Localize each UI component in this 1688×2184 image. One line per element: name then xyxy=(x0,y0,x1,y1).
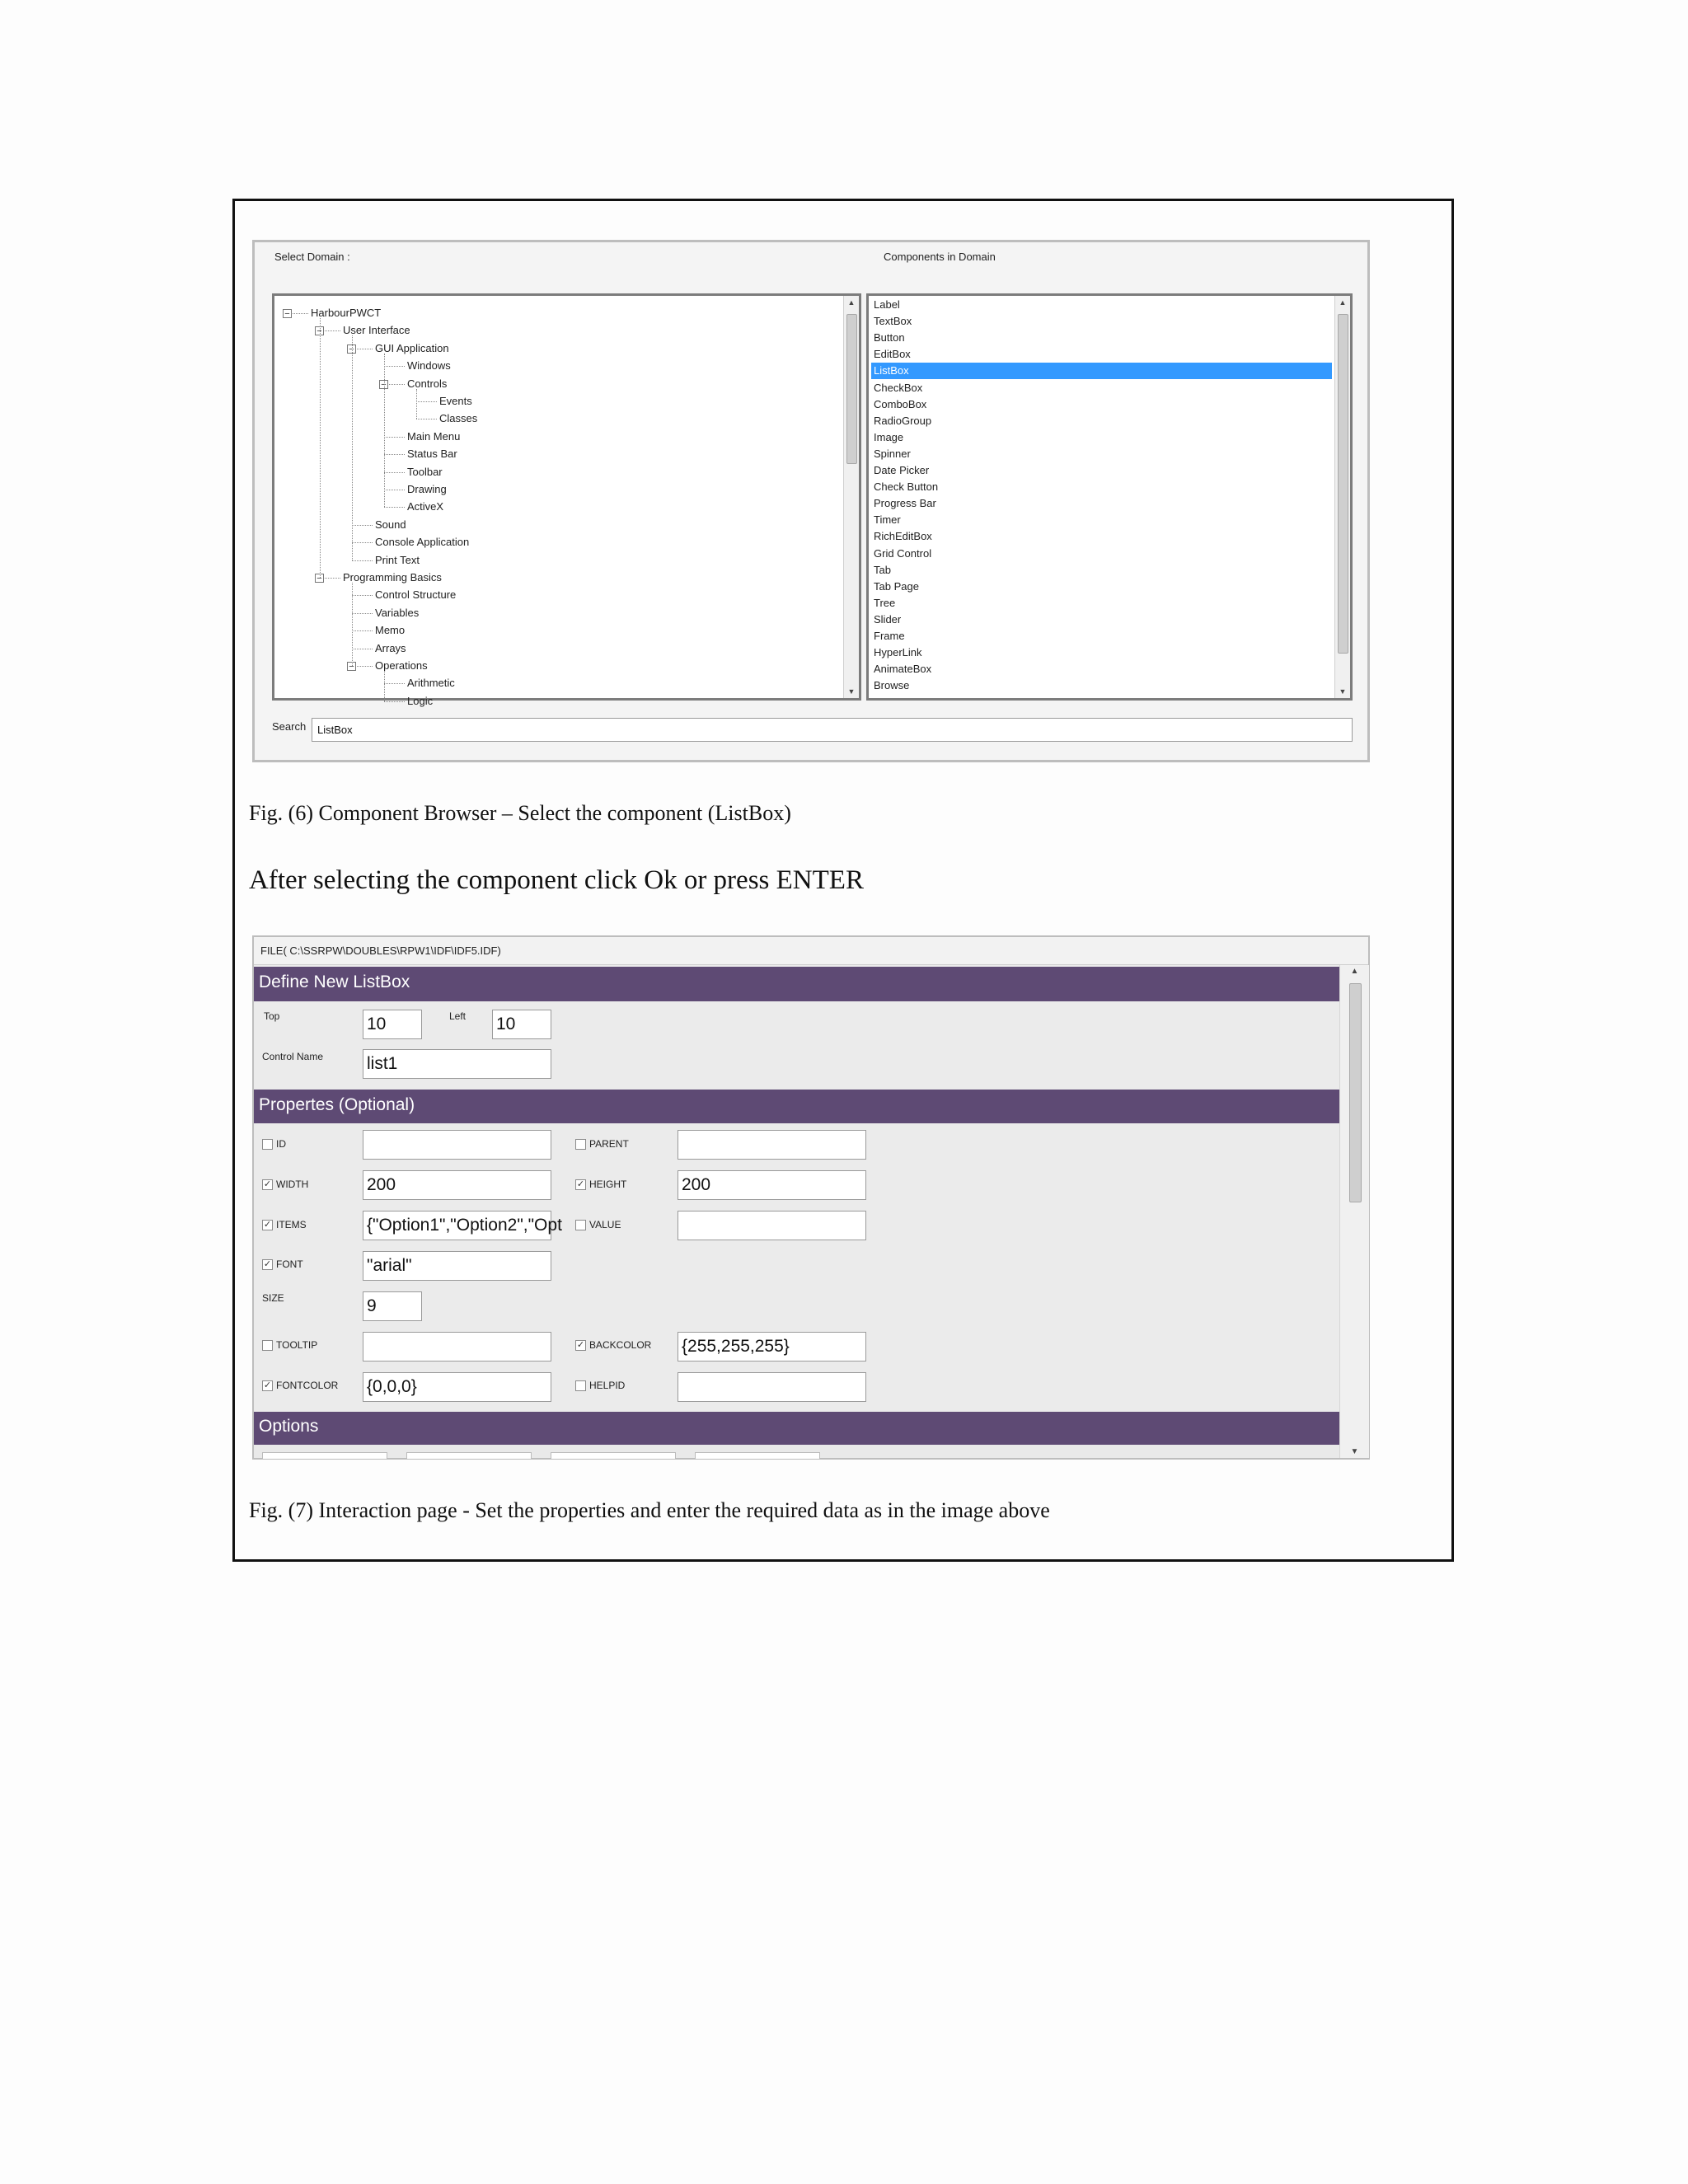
font-input[interactable]: "arial" xyxy=(363,1251,551,1281)
tree-node[interactable]: Operations xyxy=(375,659,428,672)
figure-7-caption: Fig. (7) Interaction page - Set the properties and enter the required data as in the image above xyxy=(249,1498,1050,1522)
tree-connector xyxy=(384,507,405,508)
height-input[interactable]: 200 xyxy=(678,1170,866,1200)
component-list-item[interactable]: Date Picker xyxy=(874,464,930,476)
tree-connector xyxy=(352,542,373,543)
left-input[interactable]: 10 xyxy=(492,1010,551,1039)
tree-collapse-icon[interactable]: − xyxy=(347,662,356,671)
scroll-down-arrow-icon[interactable]: ▼ xyxy=(1339,687,1347,696)
tree-guide-line xyxy=(352,583,353,666)
tree-node[interactable]: HarbourPWCT xyxy=(311,307,382,319)
component-list-item[interactable]: Grid Control xyxy=(874,546,932,560)
tree-guide-line xyxy=(352,335,353,560)
tooltip-input[interactable] xyxy=(363,1332,551,1361)
fontcolor-input[interactable]: {0,0,0} xyxy=(363,1372,551,1402)
tree-node[interactable]: Status Bar xyxy=(407,448,457,461)
tree-connector xyxy=(384,437,405,438)
component-list-item[interactable]: RichEditBox xyxy=(874,530,932,543)
id-input[interactable] xyxy=(363,1130,551,1160)
domain-tree[interactable] xyxy=(272,293,861,707)
tree-node[interactable]: Logic xyxy=(407,694,434,707)
component-list-item[interactable]: TextBox xyxy=(874,315,912,328)
component-list-item[interactable]: Browse xyxy=(874,679,910,692)
top-label: Top xyxy=(264,1010,280,1022)
tree-connector xyxy=(416,401,437,402)
component-list-item[interactable]: ListBox xyxy=(871,363,1332,379)
file-path-bar: FILE( C:\SSRPW\DOUBLES\RPW1\IDF\IDF5.IDF) xyxy=(254,937,1368,965)
parent-checkbox[interactable] xyxy=(575,1139,586,1150)
component-list-item[interactable]: Button xyxy=(874,331,905,344)
tree-connector xyxy=(384,454,405,455)
id-checkbox[interactable] xyxy=(262,1139,273,1150)
tooltip-label: TOOLTIP xyxy=(276,1339,318,1351)
scroll-up-arrow-icon[interactable]: ▲ xyxy=(1339,298,1347,307)
parent-label: PARENT xyxy=(589,1138,629,1150)
tree-node[interactable]: Memo xyxy=(375,624,406,637)
search-label: Search xyxy=(272,720,307,733)
items-label: ITEMS xyxy=(276,1219,307,1230)
tree-guide-line xyxy=(416,389,417,419)
scroll-down-arrow-icon[interactable]: ▼ xyxy=(847,687,856,696)
instruction-text: After selecting the component click Ok or press ENTER xyxy=(249,865,864,895)
component-list-item[interactable]: HyperLink xyxy=(874,646,922,659)
component-list-item[interactable]: EditBox xyxy=(874,348,911,361)
tree-scrollbar[interactable] xyxy=(843,296,859,698)
width-checkbox[interactable]: ✓ xyxy=(263,1179,272,1189)
options-area xyxy=(254,1445,1339,1458)
component-list-item[interactable]: Spinner xyxy=(874,447,911,460)
backcolor-label: BACKCOLOR xyxy=(589,1339,652,1351)
tooltip-checkbox[interactable] xyxy=(262,1340,273,1351)
tree-guide-line xyxy=(384,671,385,701)
components-scrollbar[interactable] xyxy=(1334,296,1350,698)
tree-node[interactable]: Arithmetic xyxy=(407,677,455,690)
tree-guide-line xyxy=(320,318,321,578)
fontcolor-label: FONTCOLOR xyxy=(276,1380,339,1391)
height-label: HEIGHT xyxy=(589,1179,627,1190)
height-checkbox[interactable]: ✓ xyxy=(576,1179,585,1189)
tree-node[interactable]: GUI Application xyxy=(375,341,449,354)
component-list-item[interactable]: Progress Bar xyxy=(874,497,936,510)
items-input[interactable]: {"Option1","Option2","Opt xyxy=(363,1211,551,1240)
value-checkbox[interactable] xyxy=(575,1220,586,1230)
tree-collapse-icon[interactable]: − xyxy=(379,380,388,389)
scrollbar-thumb[interactable] xyxy=(846,314,857,464)
figure-6-caption: Fig. (6) Component Browser – Select the component (ListBox) xyxy=(249,801,791,825)
helpid-input[interactable] xyxy=(678,1372,866,1402)
tree-collapse-icon[interactable]: − xyxy=(315,574,324,583)
tree-connector xyxy=(384,701,405,702)
parent-input[interactable] xyxy=(678,1130,866,1160)
tree-node[interactable]: Sound xyxy=(375,518,406,531)
component-list-item[interactable]: Tab Page xyxy=(874,579,919,593)
items-checkbox[interactable]: ✓ xyxy=(263,1220,272,1230)
component-list-item[interactable]: Slider xyxy=(874,612,902,626)
component-list-item[interactable]: ComboBox xyxy=(874,397,927,410)
component-list-item[interactable]: Image xyxy=(874,430,904,443)
scroll-up-arrow-icon[interactable]: ▲ xyxy=(1350,967,1359,976)
component-list-item[interactable]: RadioGroup xyxy=(874,414,932,427)
tree-node[interactable]: User Interface xyxy=(343,324,410,337)
tree-guide-line xyxy=(384,354,385,508)
component-list-item[interactable]: CheckBox xyxy=(874,381,923,394)
left-label: Left xyxy=(449,1010,467,1022)
component-list-item[interactable]: AnimateBox xyxy=(874,663,932,676)
tree-node[interactable]: Print Text xyxy=(375,553,420,566)
tree-node[interactable]: ActiveX xyxy=(407,500,444,513)
control-name-label: Control Name xyxy=(262,1051,324,1062)
select-domain-label: Select Domain : xyxy=(274,251,350,263)
tree-connector xyxy=(384,683,405,684)
value-input[interactable] xyxy=(678,1211,866,1240)
backcolor-input[interactable]: {255,255,255} xyxy=(678,1332,866,1361)
id-label: ID xyxy=(276,1138,286,1150)
tree-collapse-icon[interactable]: − xyxy=(347,344,356,354)
component-list-item[interactable]: Timer xyxy=(874,513,901,527)
scrollbar-thumb[interactable] xyxy=(1349,983,1362,1202)
tree-connector xyxy=(352,613,373,614)
control-name-input[interactable]: list1 xyxy=(363,1049,551,1079)
tree-node[interactable]: Main Menu xyxy=(407,429,461,443)
size-input[interactable]: 9 xyxy=(363,1291,422,1321)
helpid-label: HELPID xyxy=(589,1380,626,1391)
size-label: SIZE xyxy=(262,1292,284,1304)
tree-node[interactable]: Controls xyxy=(407,377,448,390)
tree-node[interactable]: Drawing xyxy=(407,483,447,495)
tree-connector xyxy=(352,595,373,596)
width-input[interactable]: 200 xyxy=(363,1170,551,1200)
options-header: Options xyxy=(254,1412,1339,1445)
search-input[interactable]: ListBox xyxy=(312,718,1353,742)
tree-node[interactable]: Programming Basics xyxy=(343,571,442,583)
tree-node[interactable]: Toolbar xyxy=(407,465,443,478)
define-new-listbox-header: Define New ListBox xyxy=(254,967,1339,1001)
page-scrollbar[interactable] xyxy=(1339,965,1369,1458)
tree-connector xyxy=(384,366,405,367)
tree-connector xyxy=(352,525,373,526)
tree-node[interactable]: Events xyxy=(439,395,472,407)
component-list-item[interactable]: Label xyxy=(874,298,900,311)
components-list[interactable] xyxy=(866,293,1353,701)
top-input[interactable]: 10 xyxy=(363,1010,422,1039)
tree-connector xyxy=(352,630,373,631)
tree-node[interactable]: Variables xyxy=(375,606,420,619)
tree-collapse-icon[interactable]: − xyxy=(283,309,292,318)
component-list-item[interactable]: Check Button xyxy=(874,480,939,494)
font-label: FONT xyxy=(276,1258,303,1270)
font-checkbox[interactable]: ✓ xyxy=(263,1259,272,1269)
tree-node[interactable]: Windows xyxy=(407,359,451,373)
tree-node[interactable]: Classes xyxy=(439,412,478,425)
component-list-item[interactable]: Tree xyxy=(874,596,896,609)
tree-collapse-icon[interactable]: − xyxy=(315,326,324,335)
fontcolor-checkbox[interactable]: ✓ xyxy=(263,1380,272,1390)
scrollbar-thumb[interactable] xyxy=(1338,314,1348,654)
components-in-domain-label: Components in Domain xyxy=(884,251,996,263)
component-list-item[interactable]: Tab xyxy=(874,563,891,576)
properties-header: Propertes (Optional) xyxy=(254,1090,1339,1123)
helpid-checkbox[interactable] xyxy=(575,1380,586,1391)
tree-node[interactable]: Console Application xyxy=(375,536,470,549)
backcolor-checkbox[interactable]: ✓ xyxy=(576,1340,585,1350)
value-label: VALUE xyxy=(589,1219,621,1230)
tree-node[interactable]: Arrays xyxy=(375,641,406,654)
scroll-down-arrow-icon[interactable]: ▼ xyxy=(1350,1447,1359,1456)
scroll-up-arrow-icon[interactable]: ▲ xyxy=(847,298,856,307)
tree-connector xyxy=(384,472,405,473)
tree-node[interactable]: Control Structure xyxy=(375,588,457,602)
tree-connector xyxy=(352,560,373,561)
component-list-item[interactable]: Frame xyxy=(874,630,905,642)
width-label: WIDTH xyxy=(276,1179,309,1190)
